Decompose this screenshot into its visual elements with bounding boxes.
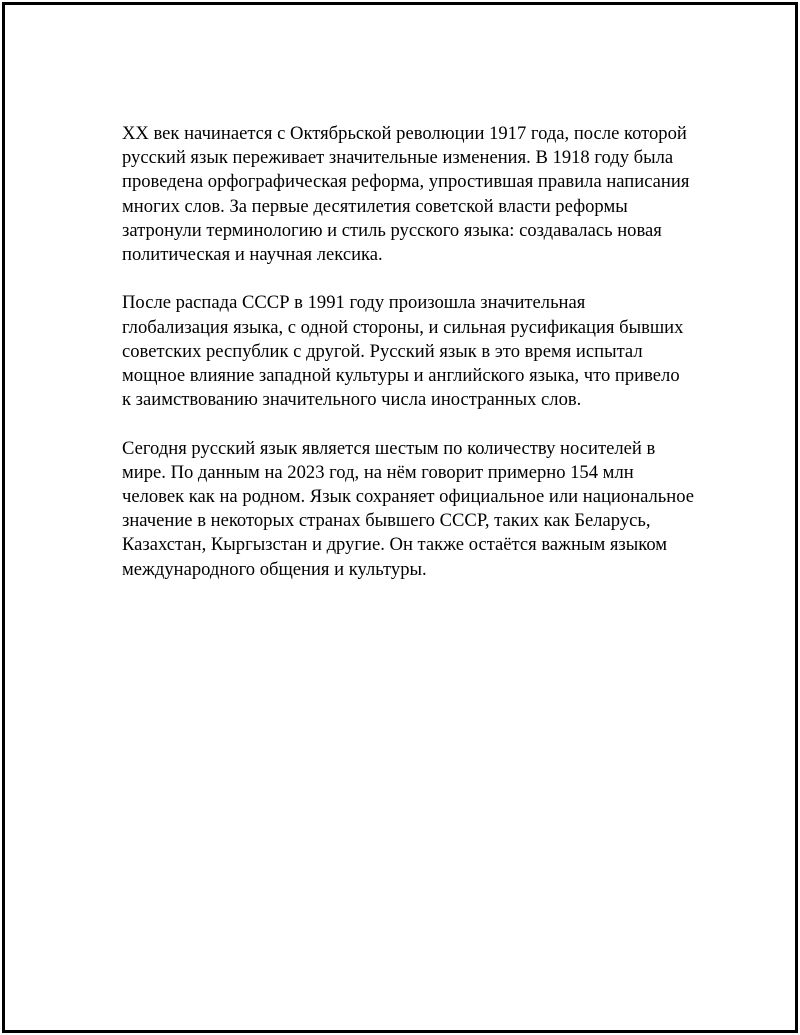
text-line: человек как на родном. Язык сохраняет официальное или национальное [122, 486, 695, 508]
text-line: После распада СССР в 1991 году произошла значительная [122, 292, 586, 314]
page-frame [2, 2, 798, 1033]
text-line: XX век начинается с Октябрьской революции 1917 года, после которой [122, 123, 687, 144]
text-line: глобализация языка, с одной стороны, и сильная русификация бывших [122, 316, 684, 338]
text-line: Казахстан, Кыргызстан и другие. Он также остаётся важным языком [122, 534, 668, 556]
text-line: советских республик с другой. Русский язык в это время испытал [122, 340, 643, 362]
text-line: к заимствованию значительного числа иностранных слов. [122, 389, 582, 411]
text-line: проведена орфографическая реформа, упростившая правила написания [122, 171, 690, 193]
text-line: международного общения и культуры. [122, 558, 427, 580]
paragraph-2 [122, 291, 702, 412]
paragraph-1 [122, 122, 702, 267]
paragraph-3 [122, 437, 702, 582]
text-line: затронули терминологию и стиль русского языка: создавалась новая [122, 219, 662, 241]
text-line: мощное влияние западной культуры и английского языка, что привело [122, 365, 680, 387]
text-line: Сегодня русский язык является шестым по количеству носителей в [122, 437, 656, 459]
document-body [122, 122, 702, 606]
text-line: русский язык переживает значительные изменения. В 1918 году была [122, 147, 674, 169]
text-line: мире. По данным на 2023 год, на нём говорит примерно 154 млн [122, 461, 634, 483]
text-line: значение в некоторых странах бывшего СССР, таких как Беларусь, [122, 510, 651, 532]
text-line: политическая и научная лексика. [122, 244, 383, 266]
text-line: многих слов. За первые десятилетия советской власти реформы [122, 195, 628, 217]
